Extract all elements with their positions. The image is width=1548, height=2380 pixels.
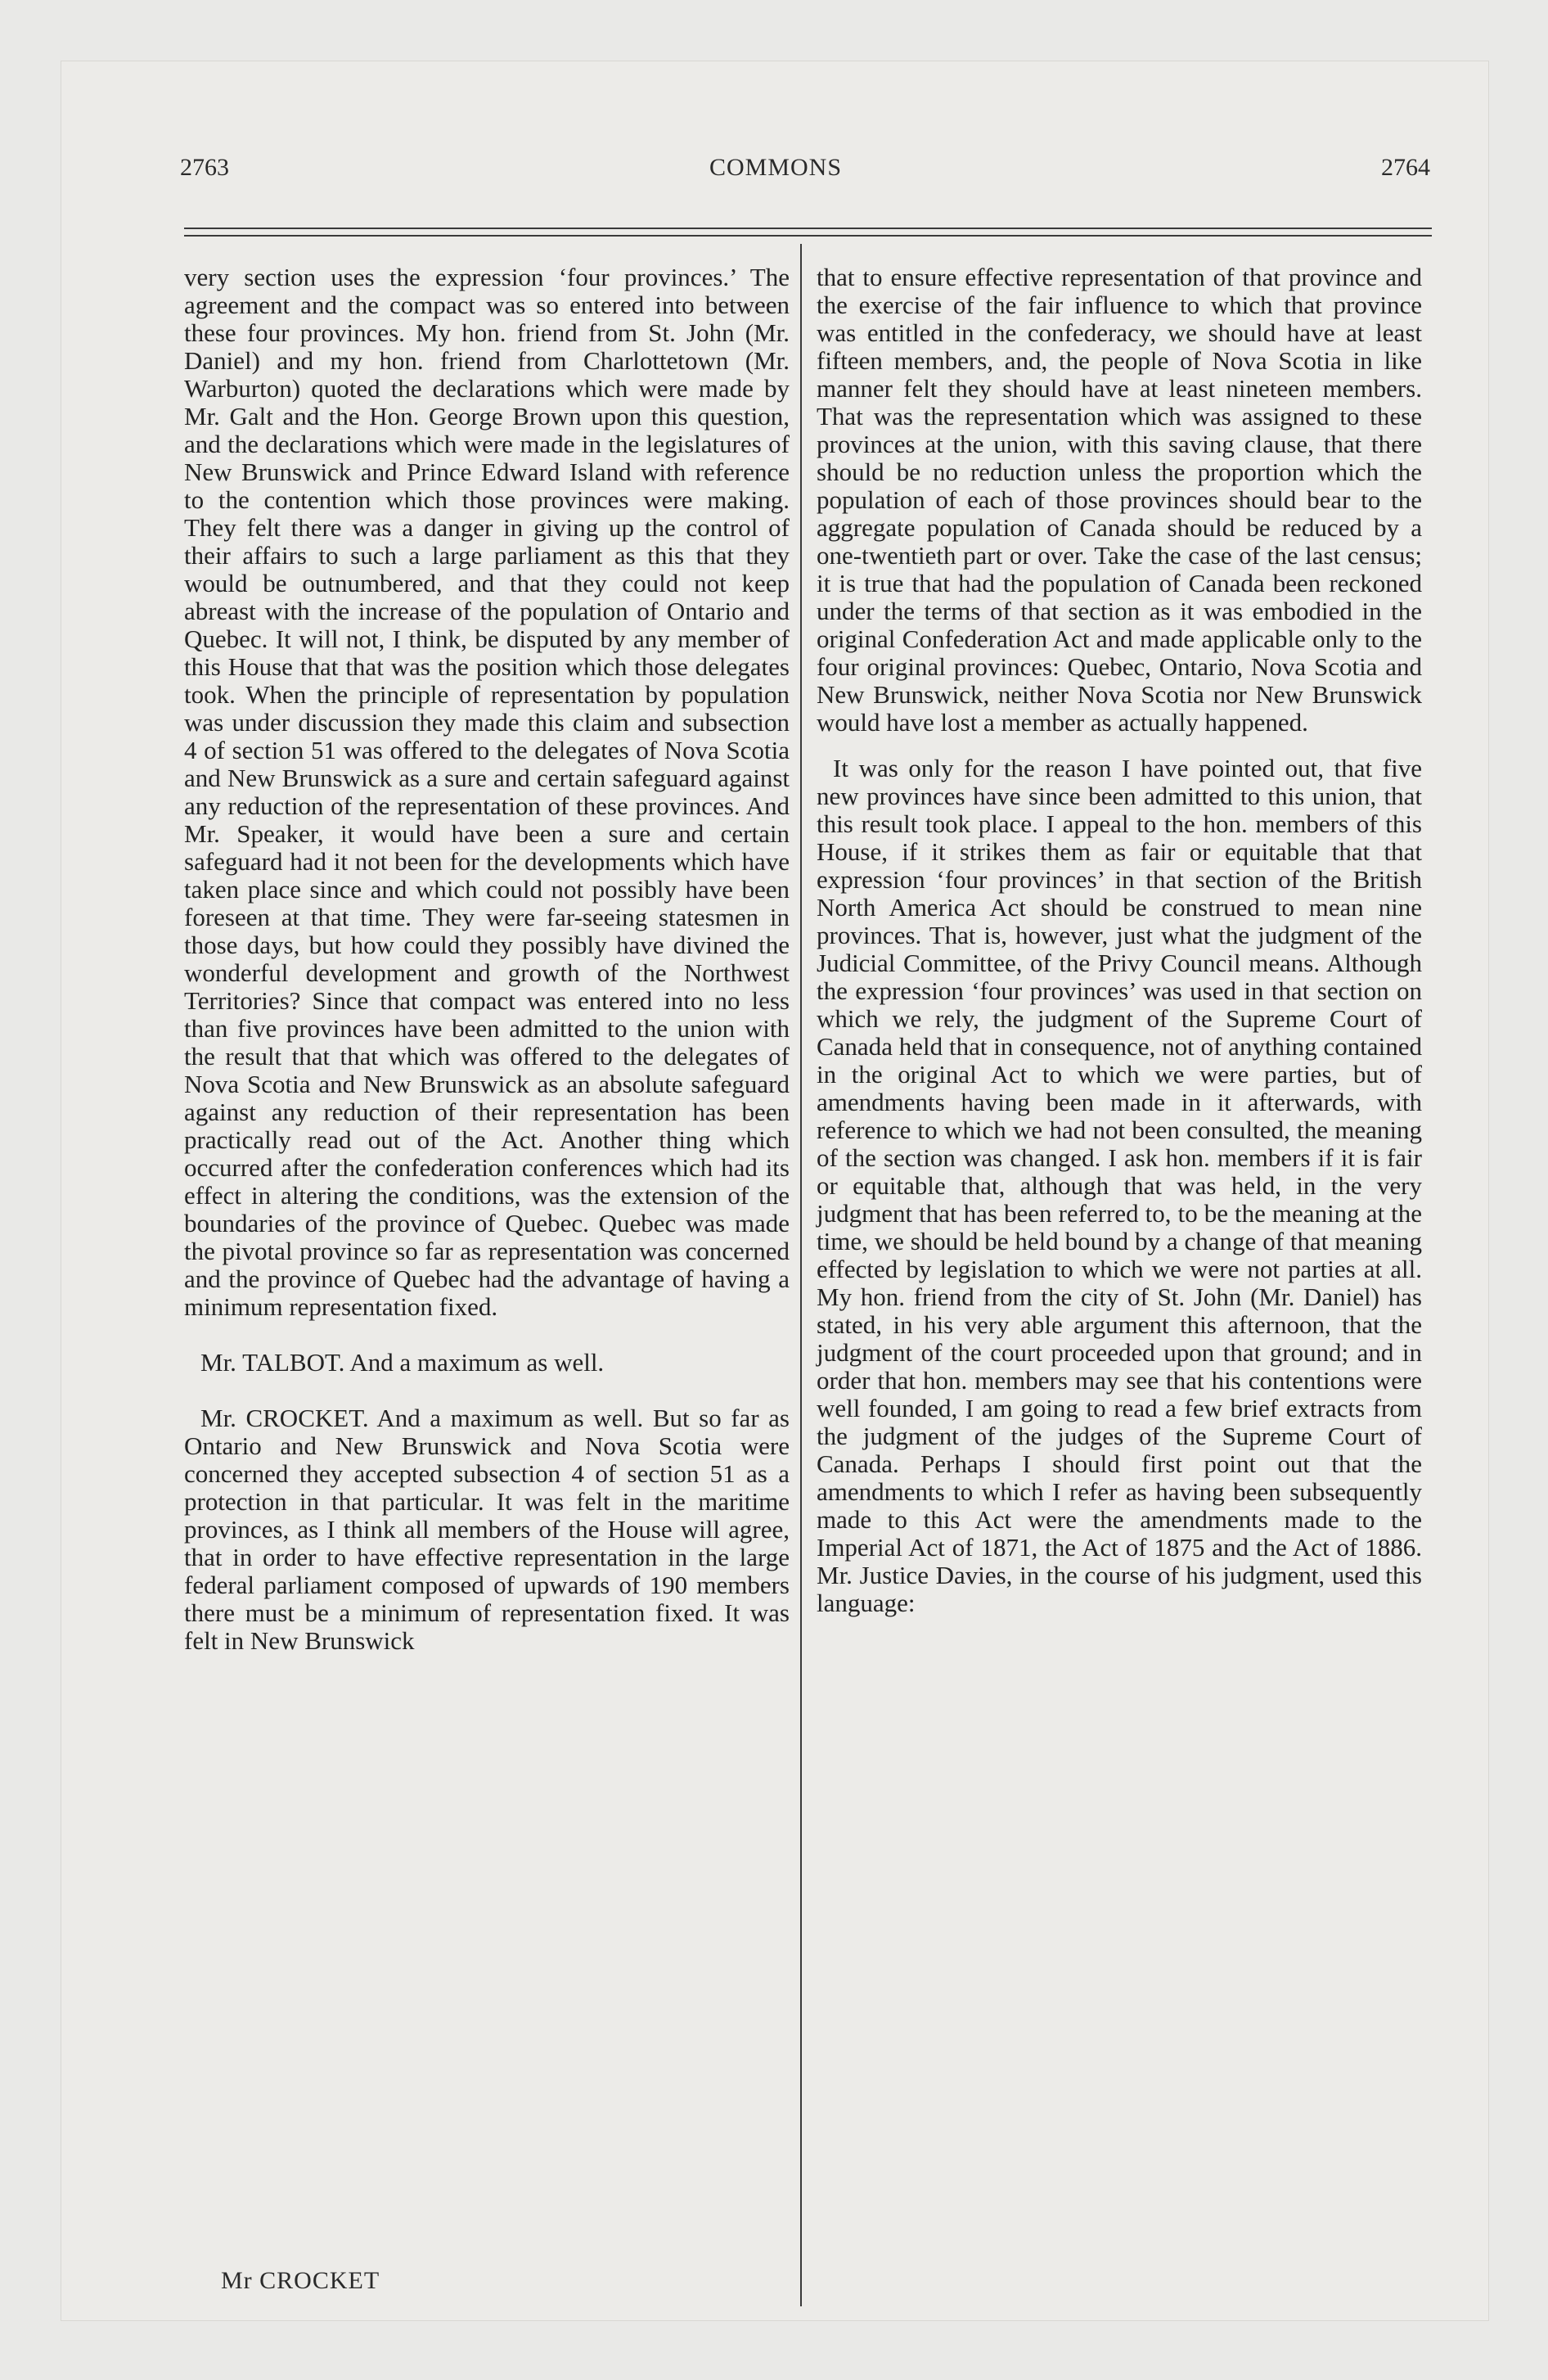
right-paragraph-1: that to ensure effective representation of that province and the exercise of the fair influence to which that province was entitled in the confederacy, we should have at least fifteen members, and, the people of Nova Scotia in like manner felt they should have at least nineteen members. That was the representation which was assigned to these provinces at the union, with this saving clause, that there should be no reduction unless the proportion which the population of each of those provinces should bear to the aggregate population of Canada should be reduced by a one-twentieth part or over. Take the case of the last census; it is true that had the population of Canada been reckoned under the terms of that section as it was embodied in the original Confederation Act and made applicable only to the four original provinces: Quebec, Ontario, Nova Scotia and New Brunswick, neither Nova Scotia nor New Brunswick would have lost a member as actually happened.: [817, 263, 1422, 737]
running-footer: Mr CROCKET: [221, 2267, 380, 2294]
left-paragraph-2: Mr. TALBOT. And a maximum as well.: [200, 1348, 605, 1377]
page-title: COMMONS: [709, 154, 843, 181]
header-rule-top: [184, 228, 1432, 229]
page-header: [121, 154, 1430, 195]
right-page-number: 2764: [1381, 154, 1430, 181]
right-paragraph-2: It was only for the reason I have pointed out, that five new provinces have since been admitted to this union, that this result took place. I appeal to the hon. members of this House, if it strikes them as fair or equitable that that expression ‘four provinces’ in that section of the British North America Act should be construed to mean nine provinces. That is, however, just what the judgment of the Judicial Committee, of the Privy Council means. Although the expression ‘four provinces’ was used in that section on which we rely, the judgment of the Supreme Court of Canada held that in consequence, not of anything contained in the original Act to which we were parties, but of amendments having been made in it afterwards, with reference to which we had not been consulted, the meaning of the section was changed. I ask hon. members if it is fair or equitable that, although that was held, in the very judgment that has been referred to, to be the meaning at the time, we should be held bound by a change of that meaning effected by legislation to which we were not parties at all. My hon. friend from the city of St. John (Mr. Daniel) has stated, in his very able argument this afternoon, that the judgment of the court proceeded upon that ground; and in order that hon. members may see that his contentions were well founded, I am going to read a few brief extracts from the judgment of the judges of the Supreme Court of Canada. Perhaps I should first point out that the amendments to which I refer as having been subsequently made to this Act were the amendments made to the Imperial Act of 1871, the Act of 1875 and the Act of 1886. Mr. Justice Davies, in the course of his judgment, used this language:: [817, 754, 1422, 1617]
left-page-number: 2763: [180, 154, 229, 181]
left-paragraph-3: Mr. CROCKET. And a maximum as well. But so far as Ontario and New Brunswick and Nova Scotia were concerned they accepted subsection 4 of section 51 as a protection in that particular. It was felt in the maritime provinces, as I think all members of the House will agree, that in order to have effective representation in the large federal parliament composed of upwards of 190 members there must be a minimum of representation fixed. It was felt in New Brunswick: [184, 1404, 790, 1655]
left-column: [184, 264, 790, 1655]
right-column: [817, 264, 1422, 1617]
column-divider: [800, 244, 802, 2306]
left-paragraph-1: very section uses the expression ‘four provinces.’ The agreement and the compact was so entered into between these four provinces. My hon. friend from St. John (Mr. Daniel) and my hon. friend from Charlottetown (Mr. Warburton) quoted the declarations which were made by Mr. Galt and the Hon. George Brown upon this question, and the declarations which were made in the legislatures of New Brunswick and Prince Edward Island with reference to the contention which those provinces were making. They felt there was a danger in giving up the control of their affairs to such a large parliament as this that they would be outnumbered, and that they could not keep abreast with the increase of the population of Ontario and Quebec. It will not, I think, be disputed by any member of this House that that was the position which those delegates took. When the principle of representation by population was under discussion they made this claim and subsection 4 of section 51 was offered to the delegates of Nova Scotia and New Brunswick as a sure and certain safeguard against any reduction of the representation of these provinces. And Mr. Speaker, it would have been a sure and certain safeguard had it not been for the developments which have taken place since and which could not possibly have been foreseen at that time. They were far-seeing statesmen in those days, but how could they possibly have divined the wonderful development and growth of the Northwest Territories? Since that compact was entered into no less than five provinces have been admitted to the union with the result that that which was offered to the delegates of Nova Scotia and New Brunswick as an absolute safeguard against any reduction of their representation has been practically read out of the Act. Another thing which occurred after the confederation conferences which had its effect in altering the conditions, was the extension of the boundaries of the province of Quebec. Quebec was made the pivotal province so far as representation was concerned and the province of Quebec had the advantage of having a minimum representation fixed.: [184, 263, 790, 1321]
header-rule-bottom: [184, 235, 1432, 237]
